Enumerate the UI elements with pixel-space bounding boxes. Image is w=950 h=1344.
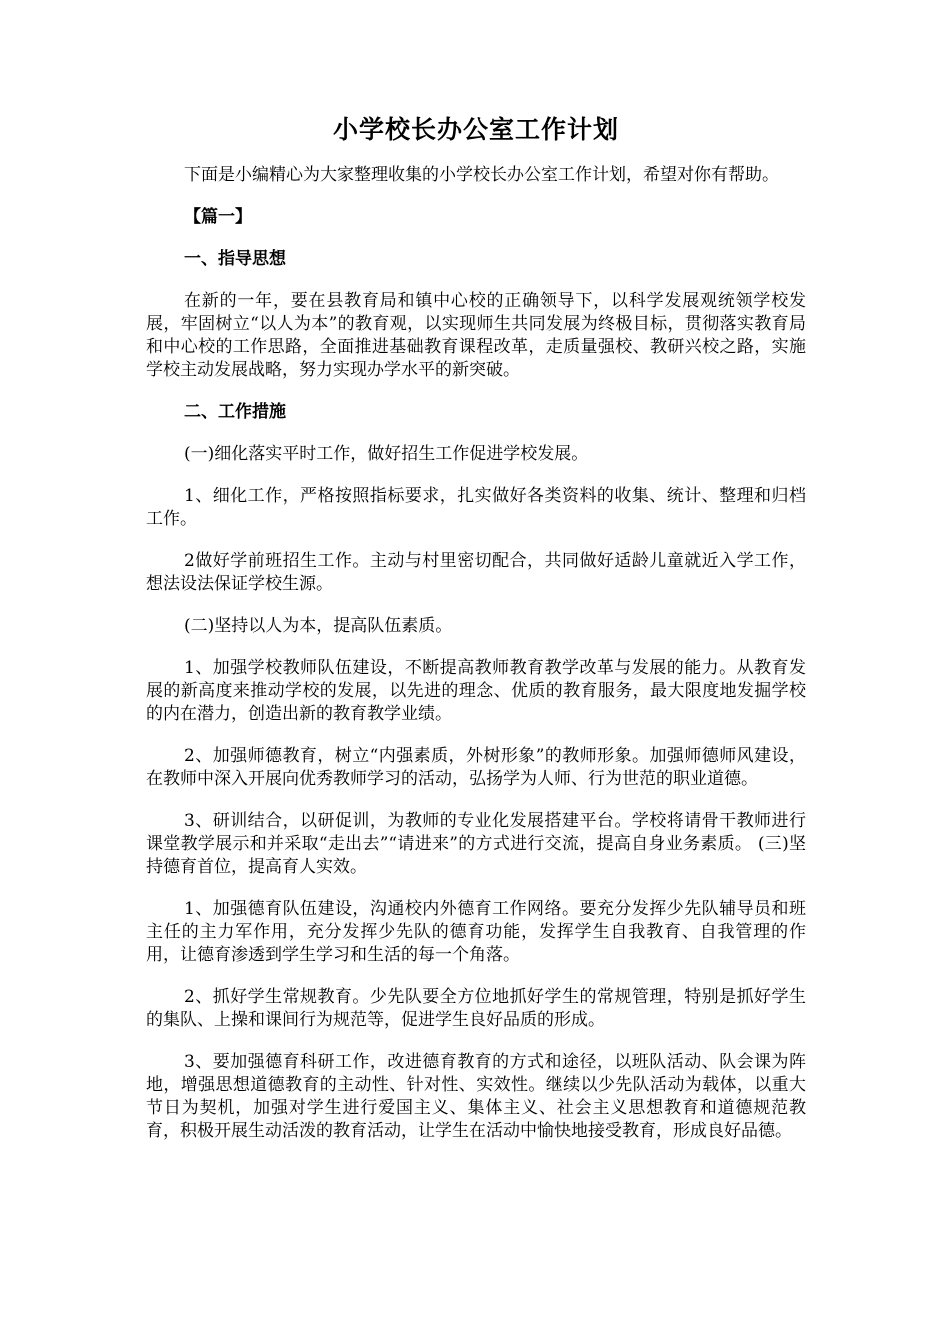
document-page [146, 112, 806, 1162]
measure3-item3: 3、要加强德育科研工作，改进德育教育的方式和途径，以班队活动、队会课为阵地，增强思想道德教育的主动性、针对性、实效性。继续以少先队活动为载体，以重大节日为契机，加强对学生进行爱国主义、集体主义、社会主义思想教育和道德规范教育，积极开展生动活泼的教育活动，让学生在活动中愉快地接受教育，形成良好品德。 [146, 1052, 806, 1141]
intro-paragraph: 下面是小编精心为大家整理收集的小学校长办公室工作计划，希望对你有帮助。 [184, 165, 779, 185]
document-title: 小学校长办公室工作计划 [332, 115, 619, 144]
measure1-item1: 1、细化工作，严格按照指标要求，扎实做好各类资料的收集、统计、整理和归档工作。 [146, 486, 806, 529]
section1-heading: 一、指导思想 [184, 249, 286, 269]
measure1-item2: 2做好学前班招生工作。主动与村里密切配合，共同做好适龄儿童就近入学工作，想法设法保证学校生源。 [146, 551, 806, 594]
part-label: 【篇一】 [184, 207, 252, 227]
measure2-item3: 3、研训结合，以研促训，为教师的专业化发展搭建平台。学校将请骨干教师进行课堂教学展示和并采取“走出去”“请进来”的方式进行交流，提高自身业务素质。 (三)坚持德育首位，提高育人实效。 [146, 811, 806, 877]
measure2-item1: 1、加强学校教师队伍建设，不断提高教师教育教学改革与发展的能力。从教育发展的新高度来推动学校的发展，以先进的理念、优质的教育服务，最大限度地发掘学校的内在潜力，创造出新的教育教学业绩。 [146, 658, 806, 724]
measure2-item2: 2、加强师德教育，树立“内强素质，外树形象”的教师形象。加强师德师风建设，在教师中深入开展向优秀教师学习的活动，弘扬学为人师、行为世范的职业道德。 [146, 746, 806, 789]
measure3-item2: 2、抓好学生常规教育。少先队要全方位地抓好学生的常规管理，特别是抓好学生的集队、上操和课间行为规范等，促进学生良好品质的形成。 [146, 987, 806, 1030]
section1-paragraph: 在新的一年，要在县教育局和镇中心校的正确领导下，以科学发展观统领学校发展，牢固树立“以人为本”的教育观，以实现师生共同发展为终极目标，贯彻落实教育局和中心校的工作思路，全面推进基础教育课程改革，走质量强校、教研兴校之路，实施学校主动发展战略，努力实现办学水平的新突破。 [146, 291, 806, 380]
measure2-heading: (二)坚持以人为本，提高队伍素质。 [184, 616, 453, 636]
section2-heading: 二、工作措施 [184, 402, 286, 422]
measure1-heading: (一)细化落实平时工作，做好招生工作促进学校发展。 [184, 444, 589, 464]
measure3-item1: 1、加强德育队伍建设，沟通校内外德育工作网络。要充分发挥少先队辅导员和班主任的主力军作用，充分发挥少先队的德育功能，发挥学生自我教育、自我管理的作用，让德育渗透到学生学习和生活的每一个角落。 [146, 899, 806, 965]
